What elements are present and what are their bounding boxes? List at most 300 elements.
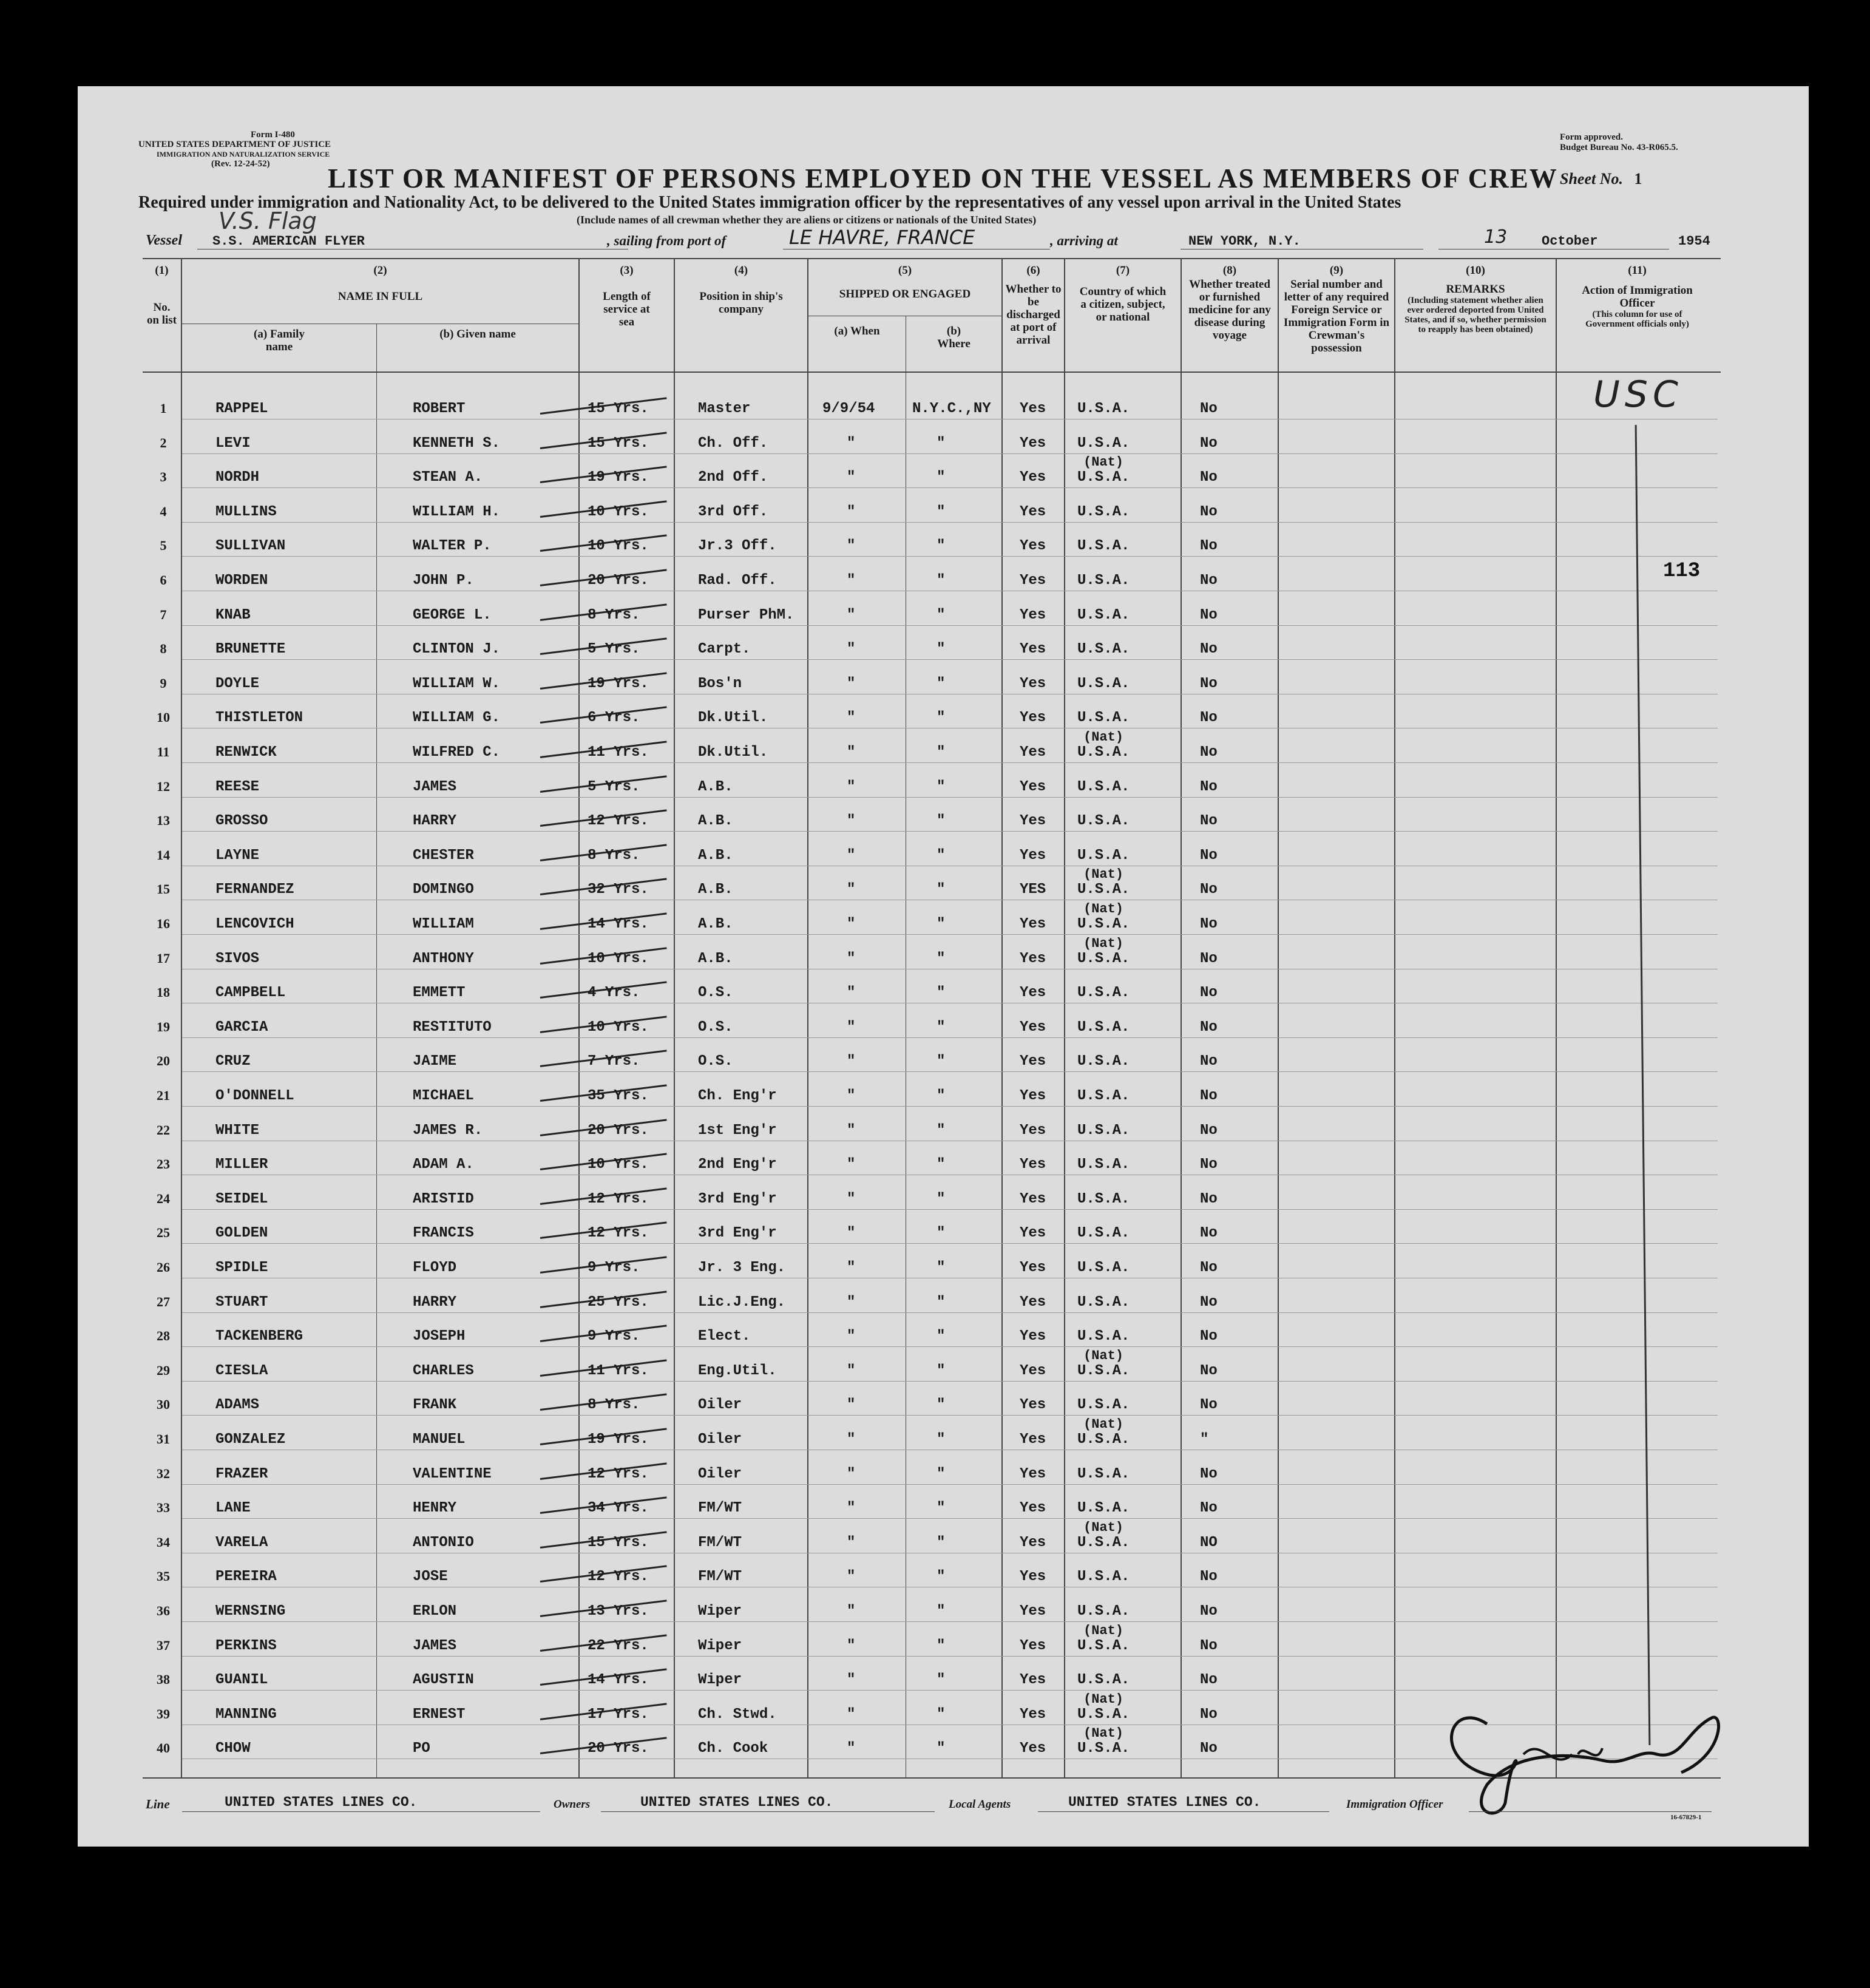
position: FM/WT xyxy=(698,1535,742,1551)
form-number: Form I-480 xyxy=(251,130,295,140)
discharged: Yes xyxy=(1020,951,1046,967)
position: Lic.J.Eng. xyxy=(698,1294,786,1311)
position: FM/WT xyxy=(698,1500,742,1516)
medicine: No xyxy=(1200,779,1218,795)
column-divider xyxy=(1064,258,1065,1779)
column-divider xyxy=(807,258,808,1779)
shipped-when: " xyxy=(847,1225,856,1241)
line-label: Line xyxy=(146,1797,170,1811)
service-length: 7 Yrs. xyxy=(588,1053,640,1070)
shipped-where: " xyxy=(937,744,946,761)
family-name: SULLIVAN xyxy=(215,538,286,554)
family-name: LANE xyxy=(215,1500,251,1516)
shipped-when: " xyxy=(847,1053,856,1070)
given-name: CHARLES xyxy=(413,1363,474,1379)
family-name: LAYNE xyxy=(215,847,260,864)
family-name: DOYLE xyxy=(215,676,260,692)
family-name: SPIDLE xyxy=(215,1260,268,1276)
row-number: 9 xyxy=(160,676,167,691)
given-name: ADAM A. xyxy=(413,1156,474,1173)
shipped-where: " xyxy=(937,1088,946,1104)
family-name: GUANIL xyxy=(215,1672,268,1688)
position: Ch. Off. xyxy=(698,435,768,452)
discharged: Yes xyxy=(1020,1225,1046,1241)
medicine: No xyxy=(1200,1672,1218,1688)
medicine: No xyxy=(1200,1500,1218,1516)
naturalized-note: (Nat) xyxy=(1083,901,1124,917)
col-8-header xyxy=(1182,264,1278,342)
shipped-where: " xyxy=(937,572,946,589)
usc-annotation: USC xyxy=(1593,373,1683,416)
medicine: No xyxy=(1200,401,1218,417)
discharged: Yes xyxy=(1020,744,1046,761)
service-length: 12 Yrs. xyxy=(588,1225,649,1241)
row-number: 21 xyxy=(157,1088,170,1103)
family-name: GOLDEN xyxy=(215,1225,268,1241)
row-rule xyxy=(182,1346,1718,1347)
column-divider xyxy=(1394,258,1395,1779)
naturalized-note: (Nat) xyxy=(1083,455,1124,470)
shipped-when: " xyxy=(847,1156,856,1173)
position: 1st Eng'r xyxy=(698,1122,777,1139)
service-length: 35 Yrs. xyxy=(588,1088,649,1104)
col-2a-header: (a) Family name xyxy=(254,328,305,353)
row-number: 31 xyxy=(157,1431,170,1447)
row-rule xyxy=(182,487,1718,488)
row-rule xyxy=(182,831,1718,832)
shipped-when: " xyxy=(847,1500,856,1516)
country: U.S.A. xyxy=(1077,1569,1130,1585)
given-name: MICHAEL xyxy=(413,1088,474,1104)
medicine: No xyxy=(1200,435,1218,452)
discharged: YES xyxy=(1020,881,1046,898)
vessel-label: Vessel xyxy=(146,232,182,248)
shipped-where: " xyxy=(937,1328,946,1345)
arriving-label: , arriving at xyxy=(1050,233,1118,248)
service-length: 10 Yrs. xyxy=(588,538,649,554)
medicine: No xyxy=(1200,847,1218,864)
medicine: No xyxy=(1200,1363,1218,1379)
shipped-where: " xyxy=(937,1466,946,1482)
subtitle: Required under immigration and Nationality Act, to be delivered to the United States immigration officer by the representatives of any vessel upon arrival in the United States xyxy=(138,193,1401,212)
country: U.S.A. xyxy=(1077,401,1130,417)
family-name: KNAB xyxy=(215,607,251,623)
row-number: 26 xyxy=(157,1260,170,1275)
country: U.S.A. xyxy=(1077,1191,1130,1207)
row-number: 12 xyxy=(157,779,170,794)
country: U.S.A. xyxy=(1077,1053,1130,1070)
shipped-when: " xyxy=(847,538,856,554)
row-number: 30 xyxy=(157,1397,170,1412)
service-length: 19 Yrs. xyxy=(588,469,649,486)
shipped-when: " xyxy=(847,607,856,623)
position: Oiler xyxy=(698,1397,742,1413)
discharged: Yes xyxy=(1020,676,1046,692)
given-name: JAMES R. xyxy=(413,1122,483,1139)
position: Master xyxy=(698,401,751,417)
col-9-header xyxy=(1279,264,1394,355)
shipped-where: " xyxy=(937,847,946,864)
shipped-when: " xyxy=(847,847,856,864)
given-name: RESTITUTO xyxy=(413,1019,492,1036)
col-label: Length of service at sea xyxy=(603,290,651,328)
shipped-when: " xyxy=(847,572,856,589)
given-name: HARRY xyxy=(413,813,457,829)
shipped-when: " xyxy=(847,676,856,692)
country: U.S.A. xyxy=(1077,985,1130,1001)
position: Purser PhM. xyxy=(698,607,794,623)
col-note: (This column for use of Government officials only) xyxy=(1585,310,1689,329)
country: U.S.A. xyxy=(1077,1535,1130,1551)
owners-value: UNITED STATES LINES CO. xyxy=(640,1794,833,1810)
service-length: 14 Yrs. xyxy=(588,916,649,932)
discharged: Yes xyxy=(1020,1328,1046,1345)
shipped-when: " xyxy=(847,916,856,932)
medicine: No xyxy=(1200,1603,1218,1620)
col-number: (2) xyxy=(373,264,387,277)
family-name: CRUZ xyxy=(215,1053,251,1070)
discharged: Yes xyxy=(1020,1260,1046,1276)
row-rule xyxy=(182,659,1718,660)
medicine: No xyxy=(1200,1294,1218,1311)
position: O.S. xyxy=(698,1019,733,1036)
family-name: CHOW xyxy=(215,1740,251,1757)
row-rule xyxy=(182,934,1718,935)
shipped-when: " xyxy=(847,1328,856,1345)
discharged: Yes xyxy=(1020,847,1046,864)
service-length: 10 Yrs. xyxy=(588,951,649,967)
family-name: MANNING xyxy=(215,1706,277,1723)
row-number: 25 xyxy=(157,1225,170,1240)
col-number: (5) xyxy=(898,264,912,277)
given-name: WILLIAM H. xyxy=(413,504,501,520)
immigration-officer-signature xyxy=(1396,1681,1736,1821)
shipped-when: " xyxy=(847,469,856,486)
discharged: Yes xyxy=(1020,469,1046,486)
family-name: GROSSO xyxy=(215,813,268,829)
row-rule xyxy=(182,625,1718,626)
row-rule xyxy=(182,797,1718,798)
country: U.S.A. xyxy=(1077,779,1130,795)
shipped-when: " xyxy=(847,1088,856,1104)
shipped-when: " xyxy=(847,1535,856,1551)
given-name: GEORGE L. xyxy=(413,607,492,623)
shipped-where: " xyxy=(937,1535,946,1551)
col-5b-header: (b) Where xyxy=(937,325,971,350)
shipped-where: " xyxy=(937,1672,946,1688)
family-name: MULLINS xyxy=(215,504,277,520)
position: Rad. Off. xyxy=(698,572,777,589)
medicine: " xyxy=(1200,1431,1209,1448)
naturalized-note: (Nat) xyxy=(1083,1692,1124,1707)
family-name: ADAMS xyxy=(215,1397,260,1413)
naturalized-note: (Nat) xyxy=(1083,1417,1124,1432)
given-name: ERNEST xyxy=(413,1706,466,1723)
row-number: 37 xyxy=(157,1638,170,1653)
naturalized-note: (Nat) xyxy=(1083,867,1124,882)
position: 2nd Off. xyxy=(698,469,768,486)
service-length: 12 Yrs. xyxy=(588,813,649,829)
country: U.S.A. xyxy=(1077,504,1130,520)
family-name: FERNANDEZ xyxy=(215,881,294,898)
medicine: No xyxy=(1200,1397,1218,1413)
country: U.S.A. xyxy=(1077,1397,1130,1413)
given-name: WILLIAM G. xyxy=(413,710,501,726)
shipped-where: " xyxy=(937,1225,946,1241)
service-length: 15 Yrs. xyxy=(588,435,649,452)
discharged: Yes xyxy=(1020,572,1046,589)
family-name: WERNSING xyxy=(215,1603,286,1620)
given-name: ARISTID xyxy=(413,1191,474,1207)
service-length: 9 Yrs. xyxy=(588,1328,640,1345)
row-number: 28 xyxy=(157,1328,170,1343)
position: 3rd Eng'r xyxy=(698,1191,777,1207)
row-rule xyxy=(182,1381,1718,1382)
col-label: No. on list xyxy=(146,301,177,327)
row-number: 13 xyxy=(157,813,170,828)
shipped-where: " xyxy=(937,469,946,486)
position: Dk.Util. xyxy=(698,744,768,761)
shipped-when: " xyxy=(847,1638,856,1654)
medicine: No xyxy=(1200,607,1218,623)
shipped-where: " xyxy=(937,710,946,726)
shipped-where: " xyxy=(937,1500,946,1516)
shipped-where: " xyxy=(937,1191,946,1207)
position: Ch. Stwd. xyxy=(698,1706,777,1723)
column-divider xyxy=(1001,258,1003,1779)
service-length: 17 Yrs. xyxy=(588,1706,649,1723)
row-rule xyxy=(182,1656,1718,1657)
header-bottom-rule xyxy=(143,371,1721,373)
medicine: No xyxy=(1200,1706,1218,1723)
given-name: HENRY xyxy=(413,1500,457,1516)
given-name: ROBERT xyxy=(413,401,466,417)
family-name: LENCOVICH xyxy=(215,916,294,932)
column-divider xyxy=(1278,258,1279,1779)
discharged: Yes xyxy=(1020,1294,1046,1311)
service-length: 10 Yrs. xyxy=(588,1019,649,1036)
country: U.S.A. xyxy=(1077,1328,1130,1345)
col-number: (10) xyxy=(1466,264,1485,277)
country: U.S.A. xyxy=(1077,1431,1130,1448)
arrival-month: October xyxy=(1542,234,1598,249)
col-number: (9) xyxy=(1329,264,1344,277)
naturalized-note: (Nat) xyxy=(1083,1623,1124,1638)
position: Eng.Util. xyxy=(698,1363,777,1379)
position: Carpt. xyxy=(698,641,751,657)
col-number: (3) xyxy=(620,264,634,277)
row-number: 4 xyxy=(160,504,167,519)
shipped-where: " xyxy=(937,1053,946,1070)
shipped-where: " xyxy=(937,1706,946,1723)
family-name: O'DONNELL xyxy=(215,1088,294,1104)
table-top-rule xyxy=(143,258,1721,259)
country: U.S.A. xyxy=(1077,916,1130,932)
shipped-when: " xyxy=(847,1397,856,1413)
col-label: Position in ship's company xyxy=(699,290,783,316)
country: U.S.A. xyxy=(1077,641,1130,657)
column-divider xyxy=(578,258,580,1779)
col-number: (4) xyxy=(734,264,748,277)
discharged: Yes xyxy=(1020,607,1046,623)
given-name: STEAN A. xyxy=(413,469,483,486)
country: U.S.A. xyxy=(1077,1122,1130,1139)
given-name: JOSEPH xyxy=(413,1328,466,1345)
medicine: No xyxy=(1200,504,1218,520)
position: A.B. xyxy=(698,951,733,967)
position: Jr.3 Off. xyxy=(698,538,777,554)
row-number: 36 xyxy=(157,1603,170,1618)
row-rule xyxy=(182,1243,1718,1244)
country: U.S.A. xyxy=(1077,847,1130,864)
position: Oiler xyxy=(698,1431,742,1448)
row-number: 35 xyxy=(157,1569,170,1584)
arrival-year: 1954 xyxy=(1678,234,1710,249)
given-name: JAMES xyxy=(413,779,457,795)
shipped-where: " xyxy=(937,1122,946,1139)
discharged: Yes xyxy=(1020,1088,1046,1104)
row-number: 20 xyxy=(157,1053,170,1068)
medicine: No xyxy=(1200,1260,1218,1276)
service-length: 20 Yrs. xyxy=(588,572,649,589)
position: 2nd Eng'r xyxy=(698,1156,777,1173)
discharged: Yes xyxy=(1020,435,1046,452)
col-label: Country of which a citizen, subject, or national xyxy=(1079,285,1167,324)
medicine: No xyxy=(1200,572,1218,589)
row-rule xyxy=(182,1037,1718,1038)
shipped-where: " xyxy=(937,1740,946,1757)
col-11-header xyxy=(1557,264,1718,329)
col-number: (6) xyxy=(1026,264,1040,277)
given-name: JOSE xyxy=(413,1569,448,1585)
officer-label: Immigration Officer xyxy=(1346,1798,1443,1811)
shipped-when: " xyxy=(847,744,856,761)
shipped-when: " xyxy=(847,641,856,657)
shipped-when: " xyxy=(847,1706,856,1723)
shipped-when: " xyxy=(847,1363,856,1379)
naturalized-note: (Nat) xyxy=(1083,730,1124,745)
row-rule xyxy=(182,1621,1718,1622)
row-number: 39 xyxy=(157,1706,170,1722)
col-note: (Including statement whether alien ever ordered deported from United States, and if so, whether permission to reapply has been obtained) xyxy=(1404,296,1546,334)
service-length: 13 Yrs. xyxy=(588,1603,649,1620)
row-number: 10 xyxy=(157,710,170,725)
family-name: NORDH xyxy=(215,469,260,486)
col-6-header xyxy=(1003,264,1064,347)
discharged: Yes xyxy=(1020,1500,1046,1516)
row-number: 34 xyxy=(157,1535,170,1550)
shipped-when: " xyxy=(847,951,856,967)
service-length: 11 Yrs. xyxy=(588,744,649,761)
position: Dk.Util. xyxy=(698,710,768,726)
shipped-where: " xyxy=(937,538,946,554)
shipped-where: " xyxy=(937,881,946,898)
budget-bureau: Budget Bureau No. 43-R065.5. xyxy=(1560,143,1678,152)
row-number: 32 xyxy=(157,1466,170,1481)
shipped-when: " xyxy=(847,1122,856,1139)
service-length: 22 Yrs. xyxy=(588,1638,649,1654)
row-number: 18 xyxy=(157,985,170,1000)
col-3-header xyxy=(580,264,674,328)
col-label: Action of Immigration Officer xyxy=(1582,284,1693,310)
print-code: 16-67829-1 xyxy=(1670,1814,1702,1821)
row-rule xyxy=(182,762,1718,763)
row-rule xyxy=(182,1312,1718,1313)
family-name: VARELA xyxy=(215,1535,268,1551)
country: U.S.A. xyxy=(1077,1260,1130,1276)
shipped-when: " xyxy=(847,1740,856,1757)
row-number: 27 xyxy=(157,1294,170,1309)
approval-block xyxy=(1560,132,1678,153)
form-header xyxy=(138,130,331,169)
country: U.S.A. xyxy=(1077,1603,1130,1620)
position: A.B. xyxy=(698,779,733,795)
medicine: No xyxy=(1200,1569,1218,1585)
service-length: 12 Yrs. xyxy=(588,1191,649,1207)
given-name: HARRY xyxy=(413,1294,457,1311)
row-number: 29 xyxy=(157,1363,170,1378)
shipped-where: " xyxy=(937,1431,946,1448)
sheet-label: Sheet No. xyxy=(1560,170,1623,188)
discharged: Yes xyxy=(1020,710,1046,726)
position: O.S. xyxy=(698,1053,733,1070)
given-name: KENNETH S. xyxy=(413,435,501,452)
shipped-where: " xyxy=(937,676,946,692)
discharged: Yes xyxy=(1020,641,1046,657)
column-divider xyxy=(674,258,675,1779)
country: U.S.A. xyxy=(1077,1225,1130,1241)
country: U.S.A. xyxy=(1077,813,1130,829)
given-name: JAIME xyxy=(413,1053,457,1070)
medicine: No xyxy=(1200,1328,1218,1345)
medicine: No xyxy=(1200,951,1218,967)
medicine: No xyxy=(1200,1638,1218,1654)
column-divider xyxy=(181,258,182,1779)
shipped-when: " xyxy=(847,435,856,452)
col-label: Whether to be discharged at port of arrival xyxy=(1005,283,1062,347)
shipped-where: " xyxy=(937,1363,946,1379)
service-length: 11 Yrs. xyxy=(588,1363,649,1379)
discharged: Yes xyxy=(1020,1466,1046,1482)
col-number: (8) xyxy=(1222,264,1237,277)
position: A.B. xyxy=(698,847,733,864)
discharged: Yes xyxy=(1020,1706,1046,1723)
revision: (Rev. 12-24-52) xyxy=(211,159,270,169)
discharged: Yes xyxy=(1020,1569,1046,1585)
row-number: 40 xyxy=(157,1740,170,1756)
country: U.S.A. xyxy=(1077,435,1130,452)
agents-value: UNITED STATES LINES CO. xyxy=(1068,1794,1261,1810)
family-name: REESE xyxy=(215,779,260,795)
position: Bos'n xyxy=(698,676,742,692)
shipped-when: " xyxy=(847,1672,856,1688)
position: Wiper xyxy=(698,1638,742,1654)
shipped-where: " xyxy=(937,1638,946,1654)
shipped-when: " xyxy=(847,1191,856,1207)
medicine: No xyxy=(1200,710,1218,726)
family-name: GARCIA xyxy=(215,1019,268,1036)
country: U.S.A. xyxy=(1077,1706,1130,1723)
given-name: EMMETT xyxy=(413,985,466,1001)
shipped-where: " xyxy=(937,641,946,657)
service-length: 15 Yrs. xyxy=(588,401,649,417)
position: Wiper xyxy=(698,1672,742,1688)
service-length: 19 Yrs. xyxy=(588,676,649,692)
family-name: GONZALEZ xyxy=(215,1431,286,1448)
shipped-when: " xyxy=(847,1466,856,1482)
divider xyxy=(1469,1811,1712,1812)
shipped-where: " xyxy=(937,435,946,452)
